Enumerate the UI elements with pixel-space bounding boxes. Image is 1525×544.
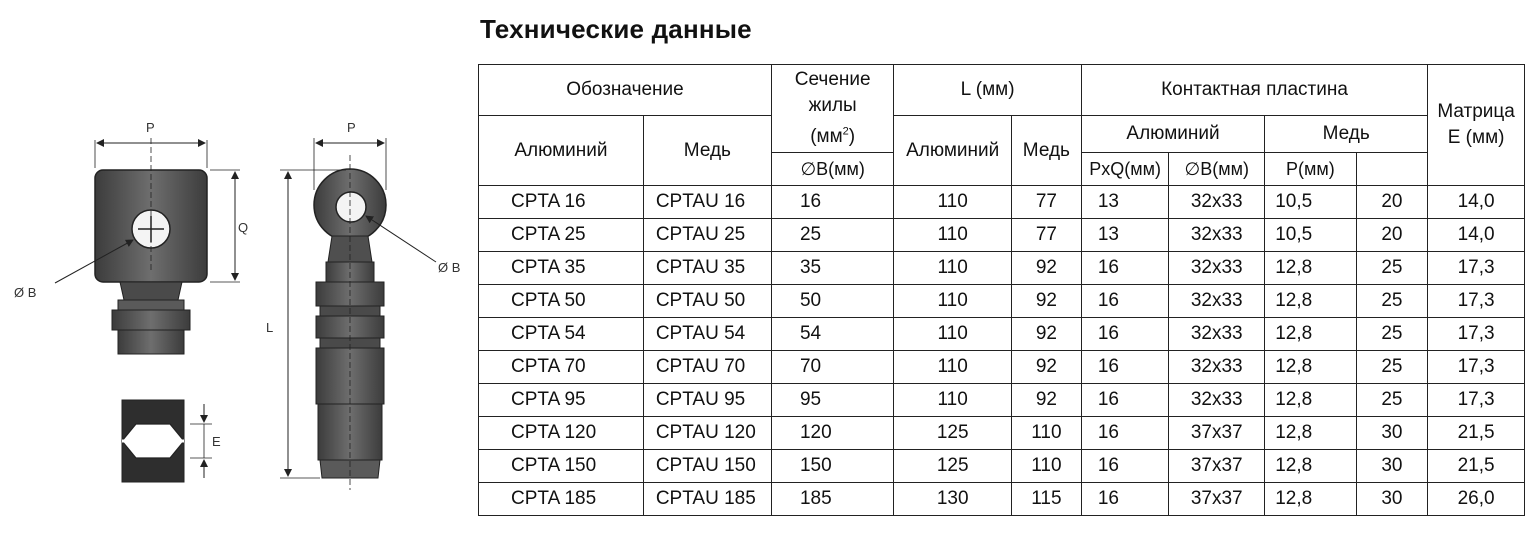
header-section-line1: Сечение	[794, 68, 871, 90]
cell-b-cu: 12,8	[1265, 384, 1356, 417]
header-b-cu: ∅B(мм)	[1169, 153, 1265, 186]
cell-l-copper: 92	[1011, 318, 1081, 351]
cell-b-al: 16	[1081, 450, 1168, 483]
cell-pxq: 32x33	[1169, 351, 1265, 384]
dimension-ob-left-label: Ø B	[14, 285, 37, 300]
header-l-mm: L (мм)	[894, 65, 1081, 116]
cell-copper: CPTAU 35	[643, 252, 771, 285]
cell-pxq: 32x33	[1169, 186, 1265, 219]
cell-aluminium: CPTA 35	[479, 252, 644, 285]
header-row-1	[479, 65, 1525, 116]
header-aluminium: Алюминий	[479, 116, 644, 186]
cell-b-al: 13	[1081, 186, 1168, 219]
header-matrix	[1428, 65, 1525, 186]
cell-p: 30	[1356, 483, 1428, 516]
cell-aluminium: CPTA 120	[479, 417, 644, 450]
cell-section: 16	[771, 186, 893, 219]
header-copper: Медь	[643, 116, 771, 186]
cell-p: 25	[1356, 285, 1428, 318]
header-p-mm: P(мм)	[1265, 153, 1356, 186]
table-body	[479, 186, 1525, 516]
cell-aluminium: CPTA 150	[479, 450, 644, 483]
cell-b-al: 16	[1081, 384, 1168, 417]
header-plate-copper: Медь	[1265, 116, 1428, 153]
header-row-2	[479, 116, 1525, 153]
cell-aluminium: CPTA 50	[479, 285, 644, 318]
table-row	[479, 417, 1525, 450]
cell-copper: CPTAU 54	[643, 318, 771, 351]
cell-matrix-e: 26,0	[1428, 483, 1525, 516]
cell-b-cu: 12,8	[1265, 285, 1356, 318]
cell-b-al: 16	[1081, 483, 1168, 516]
cell-section: 54	[771, 318, 893, 351]
cell-section: 35	[771, 252, 893, 285]
header-l-aluminium: Алюминий	[894, 116, 1012, 186]
cell-section: 50	[771, 285, 893, 318]
cell-pxq: 37x37	[1169, 450, 1265, 483]
cell-aluminium: CPTA 25	[479, 219, 644, 252]
cell-l-copper: 92	[1011, 252, 1081, 285]
page-title: Технические данные	[480, 14, 752, 44]
cell-matrix-e: 17,3	[1428, 252, 1525, 285]
table-row	[479, 285, 1525, 318]
cell-matrix-e: 21,5	[1428, 417, 1525, 450]
cell-aluminium: CPTA 70	[479, 351, 644, 384]
header-designation: Обозначение	[479, 65, 772, 116]
dimension-l-label: L	[266, 320, 274, 335]
cell-l-copper: 92	[1011, 285, 1081, 318]
cell-copper: CPTAU 95	[643, 384, 771, 417]
technical-data-table	[478, 64, 1525, 516]
table-row	[479, 483, 1525, 516]
cell-b-cu: 12,8	[1265, 351, 1356, 384]
dimension-p-left-label: P	[146, 120, 155, 135]
cell-p: 25	[1356, 384, 1428, 417]
cell-aluminium: CPTA 185	[479, 483, 644, 516]
cell-b-al: 16	[1081, 285, 1168, 318]
cell-copper: CPTAU 16	[643, 186, 771, 219]
cell-p: 25	[1356, 252, 1428, 285]
cell-l-aluminium: 110	[894, 252, 1012, 285]
cell-l-copper: 110	[1011, 450, 1081, 483]
header-section	[771, 65, 893, 153]
dimension-ob-right-label: Ø B	[438, 260, 461, 275]
cell-l-aluminium: 130	[894, 483, 1012, 516]
cell-pxq: 37x37	[1169, 417, 1265, 450]
cell-pxq: 32x33	[1169, 252, 1265, 285]
cell-p: 30	[1356, 450, 1428, 483]
die-matrix-drawing	[122, 400, 212, 482]
cell-b-al: 16	[1081, 351, 1168, 384]
cell-l-aluminium: 110	[894, 351, 1012, 384]
cell-b-al: 16	[1081, 417, 1168, 450]
cell-l-copper: 77	[1011, 186, 1081, 219]
cell-b-cu: 10,5	[1265, 186, 1356, 219]
cell-l-aluminium: 110	[894, 285, 1012, 318]
table-row	[479, 450, 1525, 483]
header-matrix-line2: E (мм)	[1447, 127, 1505, 148]
cell-p: 30	[1356, 417, 1428, 450]
terminal-front-view	[55, 138, 240, 354]
table-row	[479, 252, 1525, 285]
header-contact-plate: Контактная пластина	[1081, 65, 1427, 116]
cell-matrix-e: 17,3	[1428, 351, 1525, 384]
cell-b-cu: 12,8	[1265, 483, 1356, 516]
cell-l-copper: 110	[1011, 417, 1081, 450]
cell-matrix-e: 17,3	[1428, 285, 1525, 318]
cell-b-al: 16	[1081, 318, 1168, 351]
cell-l-aluminium: 110	[894, 318, 1012, 351]
cell-p: 25	[1356, 351, 1428, 384]
table-row	[479, 351, 1525, 384]
cell-b-cu: 12,8	[1265, 318, 1356, 351]
cell-b-al: 16	[1081, 252, 1168, 285]
cell-copper: CPTAU 185	[643, 483, 771, 516]
cell-l-copper: 92	[1011, 351, 1081, 384]
dimension-p-right-label: P	[347, 120, 356, 135]
table-row	[479, 318, 1525, 351]
cell-b-cu: 12,8	[1265, 417, 1356, 450]
cell-pxq: 32x33	[1169, 384, 1265, 417]
cell-copper: CPTAU 70	[643, 351, 771, 384]
cell-p: 20	[1356, 186, 1428, 219]
cell-b-al: 13	[1081, 219, 1168, 252]
header-matrix-line1: Матрица	[1437, 101, 1515, 122]
terminal-side-view	[280, 138, 436, 490]
cell-section: 25	[771, 219, 893, 252]
header-b-al: ∅B(мм)	[771, 153, 893, 186]
cell-section: 70	[771, 351, 893, 384]
cell-matrix-e: 14,0	[1428, 219, 1525, 252]
cell-section: 185	[771, 483, 893, 516]
cell-l-copper: 92	[1011, 384, 1081, 417]
cell-matrix-e: 21,5	[1428, 450, 1525, 483]
cell-b-cu: 12,8	[1265, 450, 1356, 483]
cell-matrix-e: 17,3	[1428, 318, 1525, 351]
table-row	[479, 219, 1525, 252]
cell-copper: CPTAU 150	[643, 450, 771, 483]
cell-copper: CPTAU 120	[643, 417, 771, 450]
table-row	[479, 186, 1525, 219]
cell-copper: CPTAU 50	[643, 285, 771, 318]
cell-l-aluminium: 110	[894, 384, 1012, 417]
cell-l-copper: 77	[1011, 219, 1081, 252]
cell-aluminium: CPTA 16	[479, 186, 644, 219]
cell-pxq: 32x33	[1169, 285, 1265, 318]
cell-l-aluminium: 125	[894, 417, 1012, 450]
cell-aluminium: CPTA 54	[479, 318, 644, 351]
cell-section: 95	[771, 384, 893, 417]
cell-b-cu: 10,5	[1265, 219, 1356, 252]
cell-matrix-e: 17,3	[1428, 384, 1525, 417]
cell-p: 25	[1356, 318, 1428, 351]
header-pxq: PxQ(мм)	[1081, 153, 1168, 186]
cell-l-aluminium: 125	[894, 450, 1012, 483]
technical-drawing	[0, 0, 470, 544]
header-plate-aluminium: Алюминий	[1081, 116, 1264, 153]
cell-l-aluminium: 110	[894, 186, 1012, 219]
dimension-q-label: Q	[238, 220, 249, 235]
header-l-copper: Медь	[1011, 116, 1081, 186]
cell-aluminium: CPTA 95	[479, 384, 644, 417]
cell-l-aluminium: 110	[894, 219, 1012, 252]
cell-matrix-e: 14,0	[1428, 186, 1525, 219]
cell-copper: CPTAU 25	[643, 219, 771, 252]
cell-section: 120	[771, 417, 893, 450]
cell-l-copper: 115	[1011, 483, 1081, 516]
header-section-line3: $(мм^2)$	[810, 125, 856, 148]
cell-pxq: 32x33	[1169, 219, 1265, 252]
table-row	[479, 384, 1525, 417]
header-section-line2: жилы	[808, 94, 857, 116]
cell-section: 150	[771, 450, 893, 483]
cell-pxq: 32x33	[1169, 318, 1265, 351]
cell-p: 20	[1356, 219, 1428, 252]
cell-pxq: 37x37	[1169, 483, 1265, 516]
dimension-e-label: E	[212, 434, 221, 449]
cell-b-cu: 12,8	[1265, 252, 1356, 285]
